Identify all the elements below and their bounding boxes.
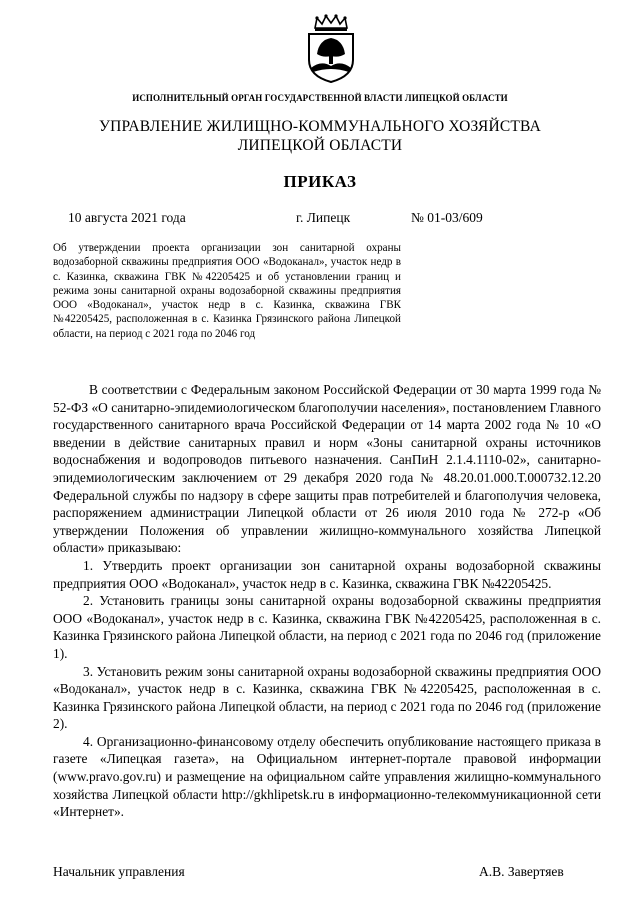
order-subject: Об утверждении проекта организации зон санитарной охраны водозаборной скважины предприятия ООО «Водоканал», участок недр в с. Казинка, скважина ГВК №42205425 и об установлении границ и режима зоны санитарной охраны водозаборной скважины предприятия ООО «Водоканал», участок недр в с. Казинка, скважина ГВК №42205425, расположенная в с. Казинка Грязинского района Липецкой области, на период с 2021 года по 2046 год: [53, 242, 401, 340]
signatory-name: А.В. Завертяев: [479, 864, 564, 879]
document-type-title: ПРИКАЗ: [283, 172, 357, 191]
coat-of-arms-emblem: [303, 14, 359, 84]
issuing-authority: ИСПОЛНИТЕЛЬНЫЙ ОРГАН ГОСУДАРСТВЕННОЙ ВЛАСТИ ЛИПЕЦКОЙ ОБЛАСТИ: [132, 93, 508, 103]
order-item-2: 2. Установить границы зоны санитарной охраны водозаборной скважины предприятия ООО «Водоканал», участок недр в с. Казинка, скважина ГВК №42205425, расположенная в с. Казинка Грязинского района Липецкой области, на период с 2021 года по 2046 год (приложение 1).: [53, 593, 601, 661]
order-date: 10 августа 2021 года: [68, 210, 186, 225]
department-name: [60, 117, 580, 155]
preamble-paragraph: В соответствии с Федеральным законом Российской Федерации от 30 марта 1999 года № 52-ФЗ «О санитарно-эпидемиологическом благополучии населения», постановлением Главного государственного санитарного врача Российской Федерации от 14 марта 2002 года № 10 «О введении в действие санитарных правил и норм «Зоны санитарной охраны источников водоснабжения и водопроводов питьевого назначения. СанПиН 2.1.4.1110-02», санитарно-эпидемиологическим заключением от 29 декабря 2020 года № 48.20.01.000.Т.000732.12.20 Федеральной службы по надзору в сфере защиты прав потребителей и благополучия человека, распоряжением администрации Липецкой области от 26 июля 2010 года № 272-р «Об утверждении Положения об управлении жилищно-коммунального хозяйства Липецкой области» приказываю:: [53, 382, 601, 556]
order-body: [53, 381, 601, 821]
order-city: г. Липецк: [296, 210, 351, 225]
department-name-line2: ЛИПЕЦКОЙ ОБЛАСТИ: [237, 137, 403, 154]
department-name-line1: УПРАВЛЕНИЕ ЖИЛИЩНО-КОММУНАЛЬНОГО ХОЗЯЙСТВА: [98, 118, 541, 135]
order-item-1: 1. Утвердить проект организации зон санитарной охраны водозаборной скважины предприятия ООО «Водоканал», участок недр в с. Казинка, скважина ГВК №42205425.: [53, 557, 601, 591]
order-item-4: 4. Организационно-финансовому отделу обеспечить опубликование настоящего приказа в газете «Липецкая газета», на Официальном интернет-портале правовой информации (www.pravo.gov.ru) и размещение на официальном сайте управления жилищно-коммунального хозяйства Липецкой области http://gkhlipetsk.ru в информационно-телекоммуникационной сети «Интернет».: [53, 733, 601, 820]
signatory-title: Начальник управления: [53, 864, 185, 879]
order-item-3: 3. Установить режим зоны санитарной охраны водозаборной скважины предприятия ООО «Водоканал», участок недр в с. Казинка, скважина ГВК №42205425, расположенная в с. Казинка Грязинского района Липецкой области, на период с 2021 года по 2046 год (приложение 2).: [53, 663, 601, 732]
order-number: № 01-03/609: [411, 210, 483, 225]
